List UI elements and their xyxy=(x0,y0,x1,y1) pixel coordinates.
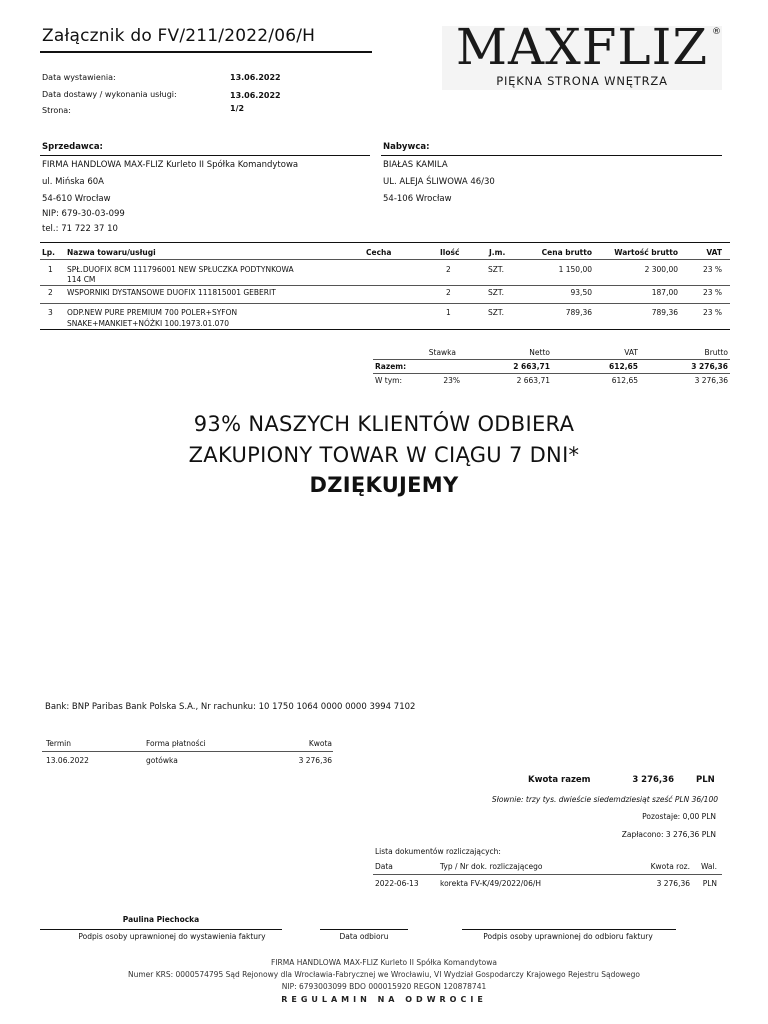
col-header-feature: Cecha xyxy=(366,248,392,257)
row-divider xyxy=(40,303,730,304)
bank-account: Bank: BNP Paribas Bank Polska S.A., Nr rachunku: 10 1750 1064 0000 0000 3994 7102 xyxy=(45,702,416,712)
summary-header-net: Netto xyxy=(529,348,550,357)
row-lp: 3 xyxy=(48,308,53,317)
settlement-amount: 3 276,36 xyxy=(656,879,690,888)
issue-date-label: Data wystawienia: xyxy=(42,73,116,82)
seller-line: NIP: 679-30-03-099 xyxy=(42,209,125,219)
summary-breakdown-rate: 23% xyxy=(443,376,460,385)
thank-you-message: DZIĘKUJEMY xyxy=(309,473,459,497)
settlement-header-currency: Wal. xyxy=(701,862,717,871)
summary-header-rate: Stawka xyxy=(428,348,456,357)
summary-total-vat: 612,65 xyxy=(609,362,638,371)
summary-breakdown-net: 2 663,71 xyxy=(516,376,550,385)
payment-header-form: Forma płatności xyxy=(146,739,206,748)
registered-mark: ® xyxy=(712,27,721,37)
seller-line: ul. Mińska 60A xyxy=(42,177,104,187)
payment-header-term: Termin xyxy=(46,739,72,748)
summary-total-label: Razem: xyxy=(375,362,407,371)
row-vat: 23 % xyxy=(702,308,722,317)
col-header-lp: Lp. xyxy=(42,248,55,257)
receiver-signature-line xyxy=(462,929,676,930)
settlement-header-date: Data xyxy=(375,862,393,871)
issuer-name: Paulina Piechocka xyxy=(122,915,200,924)
summary-total-rule xyxy=(373,373,730,374)
footer-krs: Numer KRS: 0000574795 Sąd Rejonowy dla Wrocławia-Fabrycznej we Wrocławiu, VI Wydział Gospodarczy Krajowego Rejestru Sądowego xyxy=(127,970,641,979)
document-title: Załącznik do FV/211/2022/06/H xyxy=(42,26,316,46)
logo-tagline: PIĘKNA STRONA WNĘTRZA xyxy=(496,74,668,88)
col-header-value: Wartość brutto xyxy=(614,248,678,257)
seller-divider xyxy=(40,155,370,156)
settlement-header-amount: Kwota roz. xyxy=(650,862,690,871)
receiver-signature-caption: Podpis osoby uprawnionej do odbioru faktury xyxy=(483,932,653,941)
page-label: Strona: xyxy=(42,106,71,115)
total-label: Kwota razem xyxy=(528,775,591,785)
remaining-amount: Pozostaje: 0,00 PLN xyxy=(642,812,716,821)
buyer-line: 54-106 Wrocław xyxy=(383,194,452,204)
row-vat: 23 % xyxy=(702,265,722,274)
issuer-signature-caption: Podpis osoby uprawnionej do wystawienia faktury xyxy=(78,932,266,941)
terms-notice: REGULAMIN NA ODWROCIE xyxy=(281,995,487,1004)
row-price: 789,36 xyxy=(565,308,592,317)
row-qty: 1 xyxy=(446,308,451,317)
row-name: WSPORNIKI DYSTANSOWE DUOFIX 111815001 GEBERIT xyxy=(67,288,276,297)
buyer-line: UL. ALEJA ŚLIWOWA 46/30 xyxy=(383,177,495,187)
row-price: 93,50 xyxy=(570,288,592,297)
row-name-cont: SNAKE+MANKIET+NÓŻKI 100.1973.01.070 xyxy=(67,319,229,328)
receipt-date-line xyxy=(320,929,408,930)
items-table-bottom-rule xyxy=(40,329,730,330)
items-header-rule xyxy=(40,259,730,260)
summary-header-rule xyxy=(373,359,730,360)
row-name: ODP.NEW PURE PREMIUM 700 POLER+SYFON xyxy=(67,308,238,317)
company-logo: MAXFLIZ xyxy=(455,18,709,76)
items-table-top-rule xyxy=(40,242,730,243)
page-value: 1/2 xyxy=(230,104,245,113)
row-vat: 23 % xyxy=(702,288,722,297)
row-lp: 2 xyxy=(48,288,53,297)
payment-header-amount: Kwota xyxy=(308,739,332,748)
payment-form: gotówka xyxy=(146,756,178,765)
row-name: SPŁ.DUOFIX 8CM 111796001 NEW SPŁUCZKA PODTYNKOWA xyxy=(67,265,294,274)
row-qty: 2 xyxy=(446,265,451,274)
row-value: 2 300,00 xyxy=(644,265,678,274)
row-unit: SZT. xyxy=(488,265,504,274)
payment-header-rule xyxy=(42,751,333,752)
settlement-header-rule xyxy=(373,874,722,875)
buyer-divider xyxy=(381,155,722,156)
summary-header-vat: VAT xyxy=(624,348,638,357)
buyer-line: BIAŁAS KAMILA xyxy=(383,160,448,170)
row-qty: 2 xyxy=(446,288,451,297)
amount-in-words: Słownie: trzy tys. dwieście siedemdziesiąt sześć PLN 36/100 xyxy=(491,795,718,804)
settlement-date: 2022-06-13 xyxy=(375,879,419,888)
settlement-currency: PLN xyxy=(702,879,717,888)
seller-line: tel.: 71 722 37 10 xyxy=(42,224,118,234)
col-header-unit: J.m. xyxy=(489,248,506,257)
delivery-date-label: Data dostawy / wykonania usługi: xyxy=(42,90,177,99)
row-value: 187,00 xyxy=(651,288,678,297)
payment-term: 13.06.2022 xyxy=(46,756,89,765)
col-header-vat: VAT xyxy=(706,248,722,257)
promo-message-line: ZAKUPIONY TOWAR W CIĄGU 7 DNI* xyxy=(188,443,580,467)
row-name-cont: 114 CM xyxy=(67,275,96,284)
summary-breakdown-gross: 3 276,36 xyxy=(694,376,728,385)
seller-line: FIRMA HANDLOWA MAX-FLIZ Kurleto II Spółka Komandytowa xyxy=(42,160,299,170)
settlement-type: korekta FV-K/49/2022/06/H xyxy=(440,879,542,888)
summary-header-gross: Brutto xyxy=(704,348,728,357)
issue-date-value: 13.06.2022 xyxy=(230,73,281,82)
row-unit: SZT. xyxy=(488,288,504,297)
seller-line: 54-610 Wrocław xyxy=(42,194,111,204)
summary-breakdown-vat: 612,65 xyxy=(611,376,638,385)
total-currency: PLN xyxy=(696,775,715,785)
total-amount: 3 276,36 xyxy=(632,775,674,785)
row-divider xyxy=(40,285,730,286)
col-header-price: Cena brutto xyxy=(541,248,592,257)
buyer-heading: Nabywca: xyxy=(383,142,430,152)
summary-total-gross: 3 276,36 xyxy=(691,362,728,371)
paid-amount: Zapłacono: 3 276,36 PLN xyxy=(621,830,716,839)
row-unit: SZT. xyxy=(488,308,504,317)
delivery-date-value: 13.06.2022 xyxy=(230,91,281,100)
receipt-date-caption: Data odbioru xyxy=(339,932,389,941)
footer-ids: NIP: 6793003099 BDO 000015920 REGON 120878741 xyxy=(281,982,487,991)
title-divider xyxy=(40,51,372,53)
promo-message-line: 93% NASZYCH KLIENTÓW ODBIERA xyxy=(193,412,575,436)
settlement-header-type: Typ / Nr dok. rozliczającego xyxy=(440,862,543,871)
col-header-qty: Ilość xyxy=(440,248,460,257)
seller-heading: Sprzedawca: xyxy=(42,142,103,152)
payment-amount: 3 276,36 xyxy=(298,756,332,765)
row-value: 789,36 xyxy=(651,308,678,317)
summary-total-net: 2 663,71 xyxy=(513,362,550,371)
footer-company: FIRMA HANDLOWA MAX-FLIZ Kurleto II Spółka Komandytowa xyxy=(271,958,497,967)
summary-breakdown-label: W tym: xyxy=(375,376,403,385)
row-lp: 1 xyxy=(48,265,53,274)
col-header-name: Nazwa towaru/usługi xyxy=(67,248,156,257)
issuer-signature-line xyxy=(40,929,282,930)
settlement-title: Lista dokumentów rozliczających: xyxy=(375,847,501,856)
row-price: 1 150,00 xyxy=(558,265,592,274)
